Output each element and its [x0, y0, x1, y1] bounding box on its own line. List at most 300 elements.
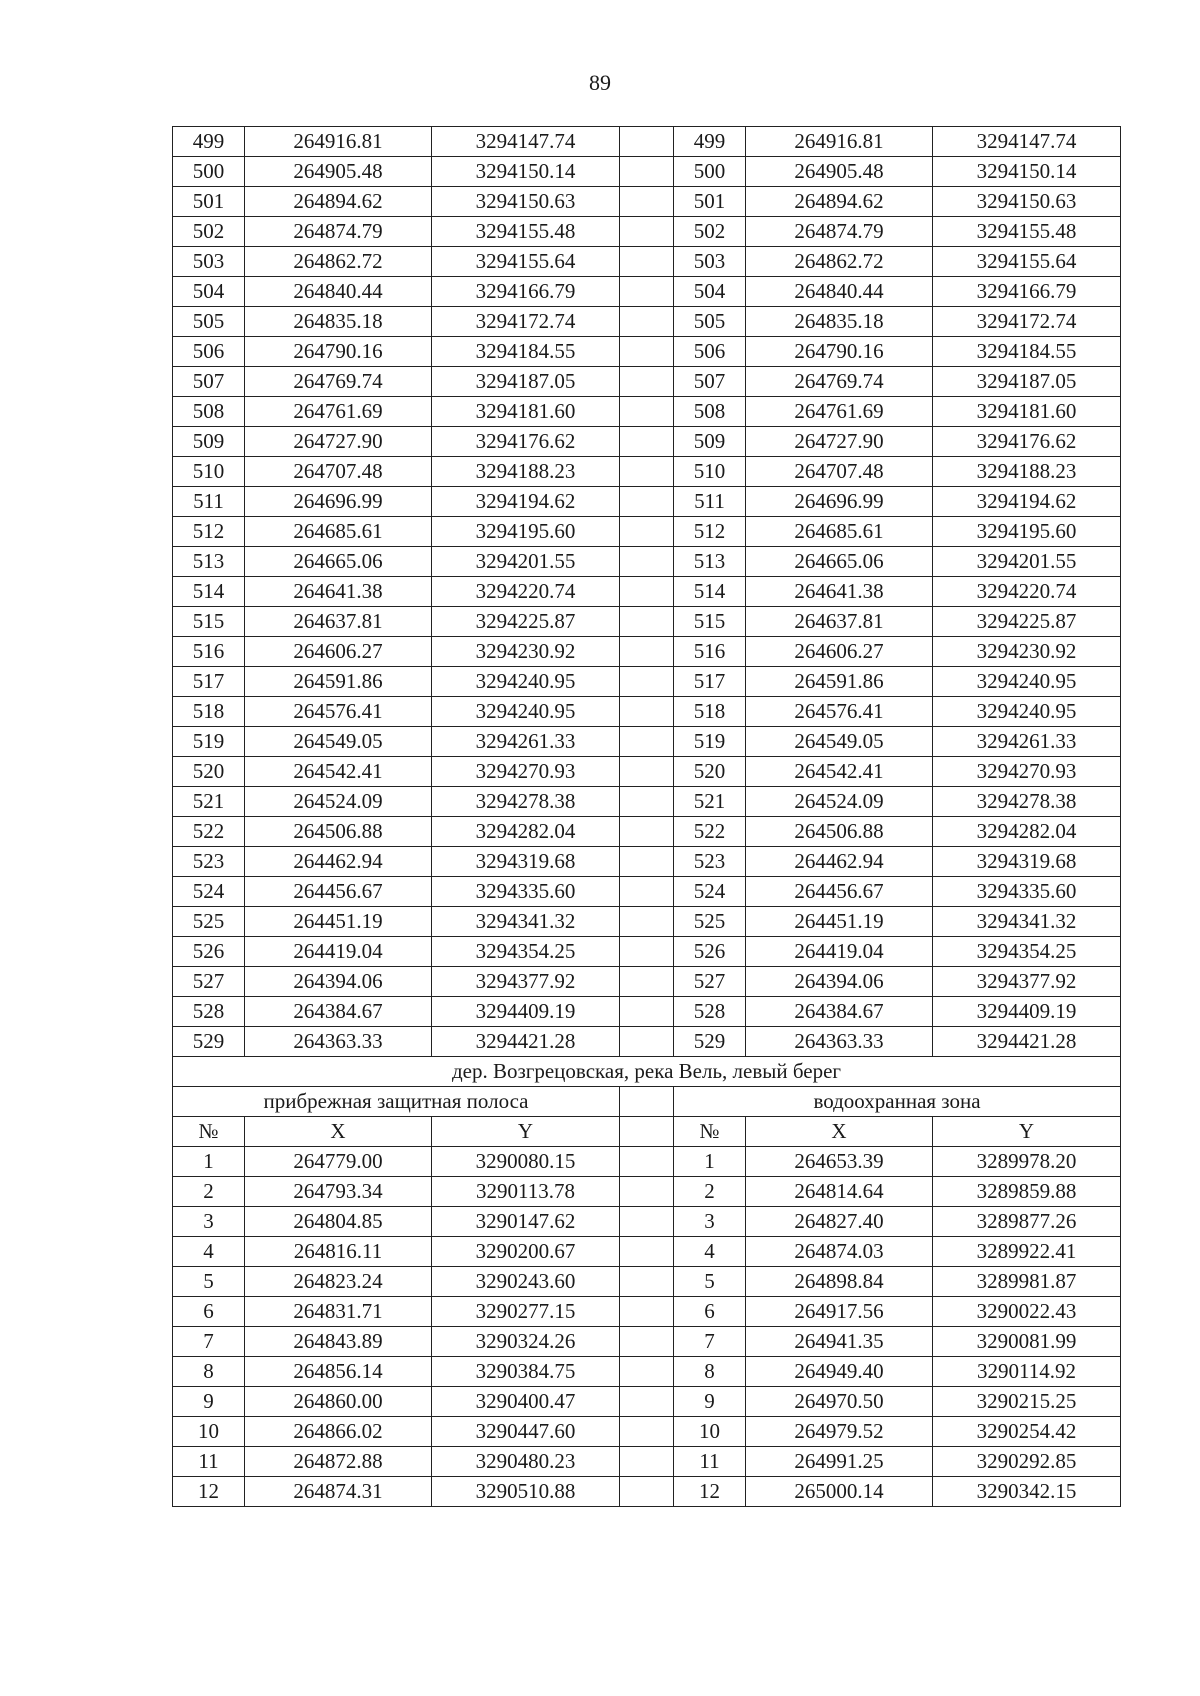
gap-cell [620, 1387, 674, 1417]
right-x-cell: 264840.44 [746, 277, 933, 307]
right-x-cell: 264790.16 [746, 337, 933, 367]
right-y-cell: 3294166.79 [933, 277, 1121, 307]
table-row [173, 1447, 1121, 1477]
right-num-cell: 8 [674, 1357, 746, 1387]
right-num-cell: 528 [674, 997, 746, 1027]
left-y-cell: 3290113.78 [432, 1177, 620, 1207]
left-y-cell: 3294184.55 [432, 337, 620, 367]
right-num-cell: 518 [674, 697, 746, 727]
right-x-cell: 264814.64 [746, 1177, 933, 1207]
left-x-cell: 264823.24 [245, 1267, 432, 1297]
left-num-cell: 527 [173, 967, 245, 997]
right-y-cell: 3294155.48 [933, 217, 1121, 247]
page-number: 89 [589, 70, 611, 95]
left-x-cell: 264506.88 [245, 817, 432, 847]
left-x-cell: 264451.19 [245, 907, 432, 937]
left-y-cell: 3290324.26 [432, 1327, 620, 1357]
right-num-cell: 2 [674, 1177, 746, 1207]
table-row [173, 577, 1121, 607]
right-x-cell: 264941.35 [746, 1327, 933, 1357]
gap-cell [620, 1477, 674, 1507]
right-x-cell: 264462.94 [746, 847, 933, 877]
table-row [173, 397, 1121, 427]
right-y-cell: 3290292.85 [933, 1447, 1121, 1477]
left-y-cell: 3294377.92 [432, 967, 620, 997]
right-num-cell: 520 [674, 757, 746, 787]
left-y-cell: 3290080.15 [432, 1147, 620, 1177]
right-x-cell: 264665.06 [746, 547, 933, 577]
left-x-cell: 264462.94 [245, 847, 432, 877]
right-y-cell: 3290114.92 [933, 1357, 1121, 1387]
right-num-cell: 517 [674, 667, 746, 697]
left-num-cell: 12 [173, 1477, 245, 1507]
right-x-cell: 264363.33 [746, 1027, 933, 1057]
section-title: дер. Возгрецовская, река Вель, левый берег [173, 1057, 1121, 1087]
left-y-cell: 3294335.60 [432, 877, 620, 907]
table-row [173, 217, 1121, 247]
right-x-cell: 264542.41 [746, 757, 933, 787]
left-y-cell: 3294181.60 [432, 397, 620, 427]
left-x-cell: 264456.67 [245, 877, 432, 907]
left-x-cell: 264641.38 [245, 577, 432, 607]
right-y-cell: 3294194.62 [933, 487, 1121, 517]
right-num-cell: 516 [674, 637, 746, 667]
right-y-cell: 3294354.25 [933, 937, 1121, 967]
left-x-cell: 264606.27 [245, 637, 432, 667]
left-num-cell: 10 [173, 1417, 245, 1447]
left-y-cell: 3294230.92 [432, 637, 620, 667]
left-num-cell: 499 [173, 127, 245, 157]
gap-cell [620, 1417, 674, 1447]
left-y-cell: 3294188.23 [432, 457, 620, 487]
right-y-cell: 3294278.38 [933, 787, 1121, 817]
left-x-cell: 264804.85 [245, 1207, 432, 1237]
left-num-cell: 520 [173, 757, 245, 787]
gap-cell [620, 367, 674, 397]
right-y-cell: 3294282.04 [933, 817, 1121, 847]
right-y-cell: 3294181.60 [933, 397, 1121, 427]
left-num-cell: 528 [173, 997, 245, 1027]
left-num-cell: 529 [173, 1027, 245, 1057]
left-num-cell: 504 [173, 277, 245, 307]
right-num-cell: 509 [674, 427, 746, 457]
left-x-cell: 264384.67 [245, 997, 432, 1027]
right-x-cell: 264641.38 [746, 577, 933, 607]
table-row [173, 757, 1121, 787]
right-x-cell: 264917.56 [746, 1297, 933, 1327]
right-y-cell: 3289877.26 [933, 1207, 1121, 1237]
left-x-cell: 264840.44 [245, 277, 432, 307]
table-row [173, 247, 1121, 277]
table-row [173, 1177, 1121, 1207]
gap-cell [620, 697, 674, 727]
left-num-cell: 7 [173, 1327, 245, 1357]
right-y-cell: 3289981.87 [933, 1267, 1121, 1297]
left-num-cell: 517 [173, 667, 245, 697]
left-num-cell: 4 [173, 1237, 245, 1267]
right-x-cell: 264905.48 [746, 157, 933, 187]
left-num-cell: 502 [173, 217, 245, 247]
right-x-cell: 264549.05 [746, 727, 933, 757]
right-x-cell: 264576.41 [746, 697, 933, 727]
right-num-cell: 527 [674, 967, 746, 997]
right-x-cell: 264862.72 [746, 247, 933, 277]
left-heading: прибрежная защитная полоса [173, 1087, 620, 1117]
table-row [173, 337, 1121, 367]
gap-cell [620, 1447, 674, 1477]
gap-cell [620, 787, 674, 817]
right-y-cell: 3294270.93 [933, 757, 1121, 787]
gap-cell [620, 1357, 674, 1387]
right-x-cell: 264419.04 [746, 937, 933, 967]
left-x-cell: 264843.89 [245, 1327, 432, 1357]
right-num-cell: 507 [674, 367, 746, 397]
left-num-cell: 511 [173, 487, 245, 517]
right-y-cell: 3290342.15 [933, 1477, 1121, 1507]
right-x-cell: 264591.86 [746, 667, 933, 697]
gap-cell [620, 907, 674, 937]
table-row [173, 1027, 1121, 1057]
gap-cell [620, 337, 674, 367]
gap-cell [620, 1267, 674, 1297]
left-x-cell: 264831.71 [245, 1297, 432, 1327]
left-num-cell: 512 [173, 517, 245, 547]
gap-cell [620, 1207, 674, 1237]
left-y-cell: 3294225.87 [432, 607, 620, 637]
left-y-cell: 3294220.74 [432, 577, 620, 607]
left-y-cell: 3290200.67 [432, 1237, 620, 1267]
right-y-cell: 3294172.74 [933, 307, 1121, 337]
gap-cell [620, 1147, 674, 1177]
left-num-cell: 6 [173, 1297, 245, 1327]
left-num-cell: 505 [173, 307, 245, 337]
table-row [173, 697, 1121, 727]
table-row [173, 547, 1121, 577]
right-x-cell: 264835.18 [746, 307, 933, 337]
left-num-cell: 9 [173, 1387, 245, 1417]
left-y-cell: 3290400.47 [432, 1387, 620, 1417]
left-num-cell: 5 [173, 1267, 245, 1297]
left-x-cell: 264916.81 [245, 127, 432, 157]
left-num-cell: 521 [173, 787, 245, 817]
table-row [173, 1237, 1121, 1267]
left-y-cell: 3294240.95 [432, 697, 620, 727]
right-num-cell: 506 [674, 337, 746, 367]
right-x-cell: 264979.52 [746, 1417, 933, 1447]
table-row [173, 427, 1121, 457]
left-x-cell: 264874.79 [245, 217, 432, 247]
right-x-cell: 264384.67 [746, 997, 933, 1027]
left-y-cell: 3290243.60 [432, 1267, 620, 1297]
gap-cell [620, 1327, 674, 1357]
left-y-cell: 3294240.95 [432, 667, 620, 697]
right-y-cell: 3294220.74 [933, 577, 1121, 607]
right-y-cell: 3290022.43 [933, 1297, 1121, 1327]
right-num-cell: 503 [674, 247, 746, 277]
left-y-cell: 3294195.60 [432, 517, 620, 547]
section-header [173, 1057, 1121, 1147]
gap-cell [620, 217, 674, 247]
table-row [173, 1417, 1121, 1447]
table-row [173, 1387, 1121, 1417]
right-x-cell: 264827.40 [746, 1207, 933, 1237]
left-y-cell: 3290277.15 [432, 1297, 620, 1327]
left-y-cell: 3294341.32 [432, 907, 620, 937]
left-x-cell: 264542.41 [245, 757, 432, 787]
left-x-cell: 264835.18 [245, 307, 432, 337]
right-y-cell: 3294341.32 [933, 907, 1121, 937]
right-y-cell: 3294176.62 [933, 427, 1121, 457]
left-x-cell: 264591.86 [245, 667, 432, 697]
right-x-cell: 264451.19 [746, 907, 933, 937]
table-row [173, 1357, 1121, 1387]
right-y-cell: 3294147.74 [933, 127, 1121, 157]
gap-cell [620, 247, 674, 277]
left-x-cell: 264862.72 [245, 247, 432, 277]
table-row [173, 517, 1121, 547]
right-heading: водоохранная зона [674, 1087, 1121, 1117]
left-y-cell: 3294187.05 [432, 367, 620, 397]
left-col-x-header: X [245, 1117, 432, 1147]
gap-cell [620, 397, 674, 427]
table-row [173, 997, 1121, 1027]
right-num-cell: 515 [674, 607, 746, 637]
right-num-cell: 7 [674, 1327, 746, 1357]
right-num-cell: 501 [674, 187, 746, 217]
gap-cell [620, 577, 674, 607]
left-x-cell: 264696.99 [245, 487, 432, 517]
left-y-cell: 3294155.64 [432, 247, 620, 277]
right-x-cell: 264696.99 [746, 487, 933, 517]
gap-cell [620, 127, 674, 157]
right-y-cell: 3290081.99 [933, 1327, 1121, 1357]
right-y-cell: 3289859.88 [933, 1177, 1121, 1207]
left-y-cell: 3294147.74 [432, 127, 620, 157]
left-x-cell: 264549.05 [245, 727, 432, 757]
table-row [173, 367, 1121, 397]
table-row [173, 1147, 1121, 1177]
right-x-cell: 264707.48 [746, 457, 933, 487]
left-y-cell: 3294155.48 [432, 217, 620, 247]
left-num-cell: 513 [173, 547, 245, 577]
right-y-cell: 3294409.19 [933, 997, 1121, 1027]
right-num-cell: 3 [674, 1207, 746, 1237]
left-y-cell: 3294166.79 [432, 277, 620, 307]
table-row [173, 1207, 1121, 1237]
table-row [173, 187, 1121, 217]
gap-cell [620, 547, 674, 577]
gap-cell [620, 517, 674, 547]
left-y-cell: 3294150.14 [432, 157, 620, 187]
right-x-cell: 264653.39 [746, 1147, 933, 1177]
gap-cell [620, 937, 674, 967]
left-num-cell: 526 [173, 937, 245, 967]
left-num-cell: 518 [173, 697, 245, 727]
left-x-cell: 264524.09 [245, 787, 432, 817]
left-x-cell: 264874.31 [245, 1477, 432, 1507]
left-x-cell: 264793.34 [245, 1177, 432, 1207]
gap-cell [620, 1117, 674, 1147]
coordinates-table [172, 126, 1121, 1507]
left-y-cell: 3294201.55 [432, 547, 620, 577]
right-num-cell: 5 [674, 1267, 746, 1297]
table-row [173, 307, 1121, 337]
left-x-cell: 264779.00 [245, 1147, 432, 1177]
right-y-cell: 3294421.28 [933, 1027, 1121, 1057]
gap-cell [620, 307, 674, 337]
table-row [173, 787, 1121, 817]
table-row [173, 1477, 1121, 1507]
right-x-cell: 264394.06 [746, 967, 933, 997]
right-num-cell: 9 [674, 1387, 746, 1417]
gap-cell [620, 997, 674, 1027]
left-x-cell: 264856.14 [245, 1357, 432, 1387]
left-x-cell: 264637.81 [245, 607, 432, 637]
left-x-cell: 264769.74 [245, 367, 432, 397]
left-y-cell: 3294194.62 [432, 487, 620, 517]
left-num-cell: 524 [173, 877, 245, 907]
left-x-cell: 264905.48 [245, 157, 432, 187]
right-x-cell: 264894.62 [746, 187, 933, 217]
right-x-cell: 264506.88 [746, 817, 933, 847]
left-x-cell: 264761.69 [245, 397, 432, 427]
table-row [173, 1267, 1121, 1297]
gap-cell [620, 637, 674, 667]
right-y-cell: 3294188.23 [933, 457, 1121, 487]
left-num-cell: 510 [173, 457, 245, 487]
left-num-cell: 514 [173, 577, 245, 607]
gap-cell [620, 187, 674, 217]
right-num-cell: 510 [674, 457, 746, 487]
table-row [173, 967, 1121, 997]
right-num-cell: 529 [674, 1027, 746, 1057]
left-x-cell: 264576.41 [245, 697, 432, 727]
gap-cell [620, 1027, 674, 1057]
left-y-cell: 3294261.33 [432, 727, 620, 757]
left-num-cell: 3 [173, 1207, 245, 1237]
right-x-cell: 264916.81 [746, 127, 933, 157]
right-y-cell: 3294155.64 [933, 247, 1121, 277]
right-num-cell: 523 [674, 847, 746, 877]
left-x-cell: 264727.90 [245, 427, 432, 457]
left-x-cell: 264394.06 [245, 967, 432, 997]
left-x-cell: 264707.48 [245, 457, 432, 487]
table-row [173, 487, 1121, 517]
left-x-cell: 264790.16 [245, 337, 432, 367]
right-num-cell: 10 [674, 1417, 746, 1447]
gap-cell [620, 157, 674, 187]
left-y-cell: 3294278.38 [432, 787, 620, 817]
left-num-cell: 507 [173, 367, 245, 397]
gap-cell [620, 1087, 674, 1117]
right-num-cell: 502 [674, 217, 746, 247]
left-x-cell: 264685.61 [245, 517, 432, 547]
right-num-cell: 508 [674, 397, 746, 427]
right-y-cell: 3294230.92 [933, 637, 1121, 667]
left-y-cell: 3290480.23 [432, 1447, 620, 1477]
right-num-cell: 500 [674, 157, 746, 187]
gap-cell [620, 727, 674, 757]
right-x-cell: 264991.25 [746, 1447, 933, 1477]
left-y-cell: 3294319.68 [432, 847, 620, 877]
left-col-y-header: Y [432, 1117, 620, 1147]
right-y-cell: 3294150.14 [933, 157, 1121, 187]
table-row [173, 607, 1121, 637]
right-x-cell: 264524.09 [746, 787, 933, 817]
right-y-cell: 3294377.92 [933, 967, 1121, 997]
right-x-cell: 264769.74 [746, 367, 933, 397]
table-row [173, 127, 1121, 157]
left-num-cell: 515 [173, 607, 245, 637]
left-num-cell: 2 [173, 1177, 245, 1207]
left-y-cell: 3294150.63 [432, 187, 620, 217]
left-x-cell: 264665.06 [245, 547, 432, 577]
left-x-cell: 264872.88 [245, 1447, 432, 1477]
left-x-cell: 264866.02 [245, 1417, 432, 1447]
column-header-row [173, 1117, 1121, 1147]
right-y-cell: 3294150.63 [933, 187, 1121, 217]
left-x-cell: 264419.04 [245, 937, 432, 967]
right-x-cell: 264970.50 [746, 1387, 933, 1417]
right-col-num-header: № [674, 1117, 746, 1147]
gap-cell [620, 277, 674, 307]
left-y-cell: 3290447.60 [432, 1417, 620, 1447]
table-row [173, 877, 1121, 907]
gap-cell [620, 607, 674, 637]
right-x-cell: 264456.67 [746, 877, 933, 907]
gap-cell [620, 1237, 674, 1267]
right-num-cell: 11 [674, 1447, 746, 1477]
right-x-cell: 264727.90 [746, 427, 933, 457]
gap-cell [620, 757, 674, 787]
left-num-cell: 506 [173, 337, 245, 367]
left-y-cell: 3294409.19 [432, 997, 620, 1027]
left-num-cell: 8 [173, 1357, 245, 1387]
table-row [173, 1297, 1121, 1327]
right-y-cell: 3294240.95 [933, 697, 1121, 727]
right-y-cell: 3294187.05 [933, 367, 1121, 397]
right-num-cell: 524 [674, 877, 746, 907]
gap-cell [620, 847, 674, 877]
right-num-cell: 512 [674, 517, 746, 547]
right-y-cell: 3294184.55 [933, 337, 1121, 367]
gap-cell [620, 877, 674, 907]
right-num-cell: 511 [674, 487, 746, 517]
section-subheading-row [173, 1087, 1121, 1117]
right-num-cell: 4 [674, 1237, 746, 1267]
right-num-cell: 514 [674, 577, 746, 607]
right-num-cell: 522 [674, 817, 746, 847]
right-num-cell: 6 [674, 1297, 746, 1327]
left-y-cell: 3294282.04 [432, 817, 620, 847]
gap-cell [620, 1177, 674, 1207]
left-y-cell: 3294270.93 [432, 757, 620, 787]
left-x-cell: 264860.00 [245, 1387, 432, 1417]
gap-cell [620, 667, 674, 697]
gap-cell [620, 427, 674, 457]
left-num-cell: 11 [173, 1447, 245, 1477]
table-row [173, 457, 1121, 487]
right-y-cell: 3294335.60 [933, 877, 1121, 907]
right-y-cell: 3290215.25 [933, 1387, 1121, 1417]
left-y-cell: 3294172.74 [432, 307, 620, 337]
table-row [173, 907, 1121, 937]
left-num-cell: 1 [173, 1147, 245, 1177]
left-num-cell: 509 [173, 427, 245, 457]
left-x-cell: 264816.11 [245, 1237, 432, 1267]
right-num-cell: 521 [674, 787, 746, 817]
right-num-cell: 12 [674, 1477, 746, 1507]
